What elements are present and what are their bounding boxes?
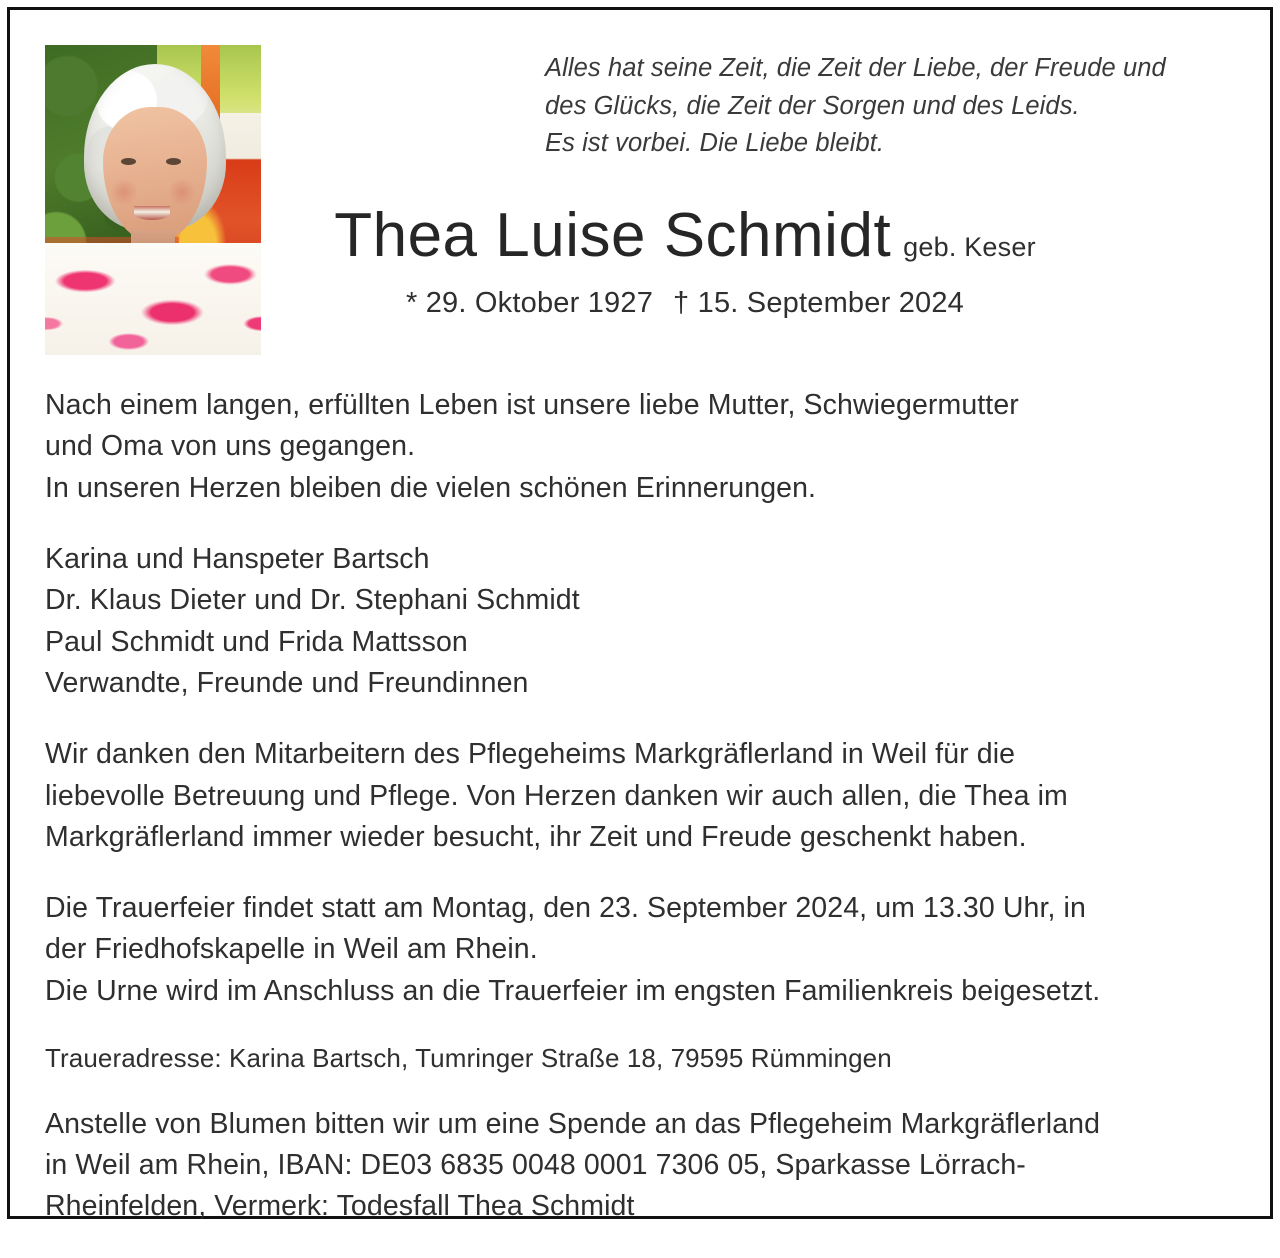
photo-floral-blouse (45, 243, 261, 355)
survivor-line: Karina und Hanspeter Bartsch (45, 542, 430, 575)
service-line: der Friedhofskapelle in Weil am Rhein. (45, 933, 538, 966)
epigraph (545, 50, 1245, 163)
donation-line: Anstelle von Blumen bitten wir um eine Spende an das Pflegeheim Markgräflerland (45, 1107, 1101, 1140)
announcement-line: Nach einem langen, erfüllten Leben ist unsere liebe Mutter, Schwiegermutter (45, 389, 1019, 421)
epigraph-line: des Glücks, die Zeit der Sorgen und des Leids. (545, 91, 1080, 120)
photo-eye-right (166, 158, 181, 165)
thanks-line: Wir danken den Mitarbeitern des Pflegeheims Markgräflerland in Weil für die (45, 738, 1016, 771)
maiden-name: geb. Keser (903, 232, 1036, 262)
thanks-line: liebevolle Betreuung und Pflege. Von Herzen danken wir auch allen, die Thea im (45, 779, 1068, 812)
life-dates (245, 287, 1125, 320)
portrait-photo (45, 45, 261, 355)
donation-line: in Weil am Rhein, IBAN: DE03 6835 0048 0001 7306 05, Sparkasse Lörrach- (45, 1149, 1026, 1182)
name-line (245, 201, 1125, 270)
announcement-line: In unseren Herzen bleiben die vielen schönen Erinnerungen. (45, 471, 817, 504)
donation-line: Rheinfelden, Vermerk: Todesfall Thea Schmidt (45, 1190, 635, 1223)
epigraph-line: Es ist vorbei. Die Liebe bleibt. (545, 129, 885, 158)
photo-cheek-left (110, 178, 138, 206)
thanks-line: Markgräflerland immer wieder besucht, ihr Zeit und Freude geschenkt haben. (45, 820, 1027, 853)
photo-eye-left (121, 158, 136, 165)
survivors-list (45, 539, 1235, 704)
deceased-name: Thea Luise Schmidt (334, 201, 892, 270)
announcement-line: und Oma von uns gegangen. (45, 430, 416, 463)
announcement-paragraph (45, 385, 1235, 509)
photo-scene (45, 45, 261, 355)
content-area (45, 45, 1235, 1223)
service-line: Die Trauerfeier findet statt am Montag, den 23. September 2024, um 13.30 Uhr, in (45, 892, 1086, 925)
survivor-line: Verwandte, Freunde und Freundinnen (45, 666, 529, 699)
mourning-address: Traueradresse: Karina Bartsch, Tumringer Straße 18, 79595 Rümmingen (45, 1043, 892, 1074)
thanks-paragraph (45, 734, 1235, 858)
epigraph-line: Alles hat seine Zeit, die Zeit der Liebe, der Freude und (545, 54, 1166, 82)
header-section (45, 45, 1235, 365)
birth-date: * 29. Oktober 1927 (405, 287, 654, 319)
survivor-line: Dr. Klaus Dieter und Dr. Stephani Schmidt (45, 584, 580, 617)
death-date: † 15. September 2024 (673, 287, 965, 319)
service-line: Die Urne wird im Anschluss an die Trauerfeier im engsten Familienkreis beigesetzt. (45, 974, 1101, 1007)
name-block (245, 201, 1125, 320)
survivor-line: Paul Schmidt und Frida Mattsson (45, 625, 468, 658)
donation-paragraph (45, 1104, 1235, 1228)
body-section (45, 385, 1235, 1258)
service-details (45, 888, 1235, 1012)
